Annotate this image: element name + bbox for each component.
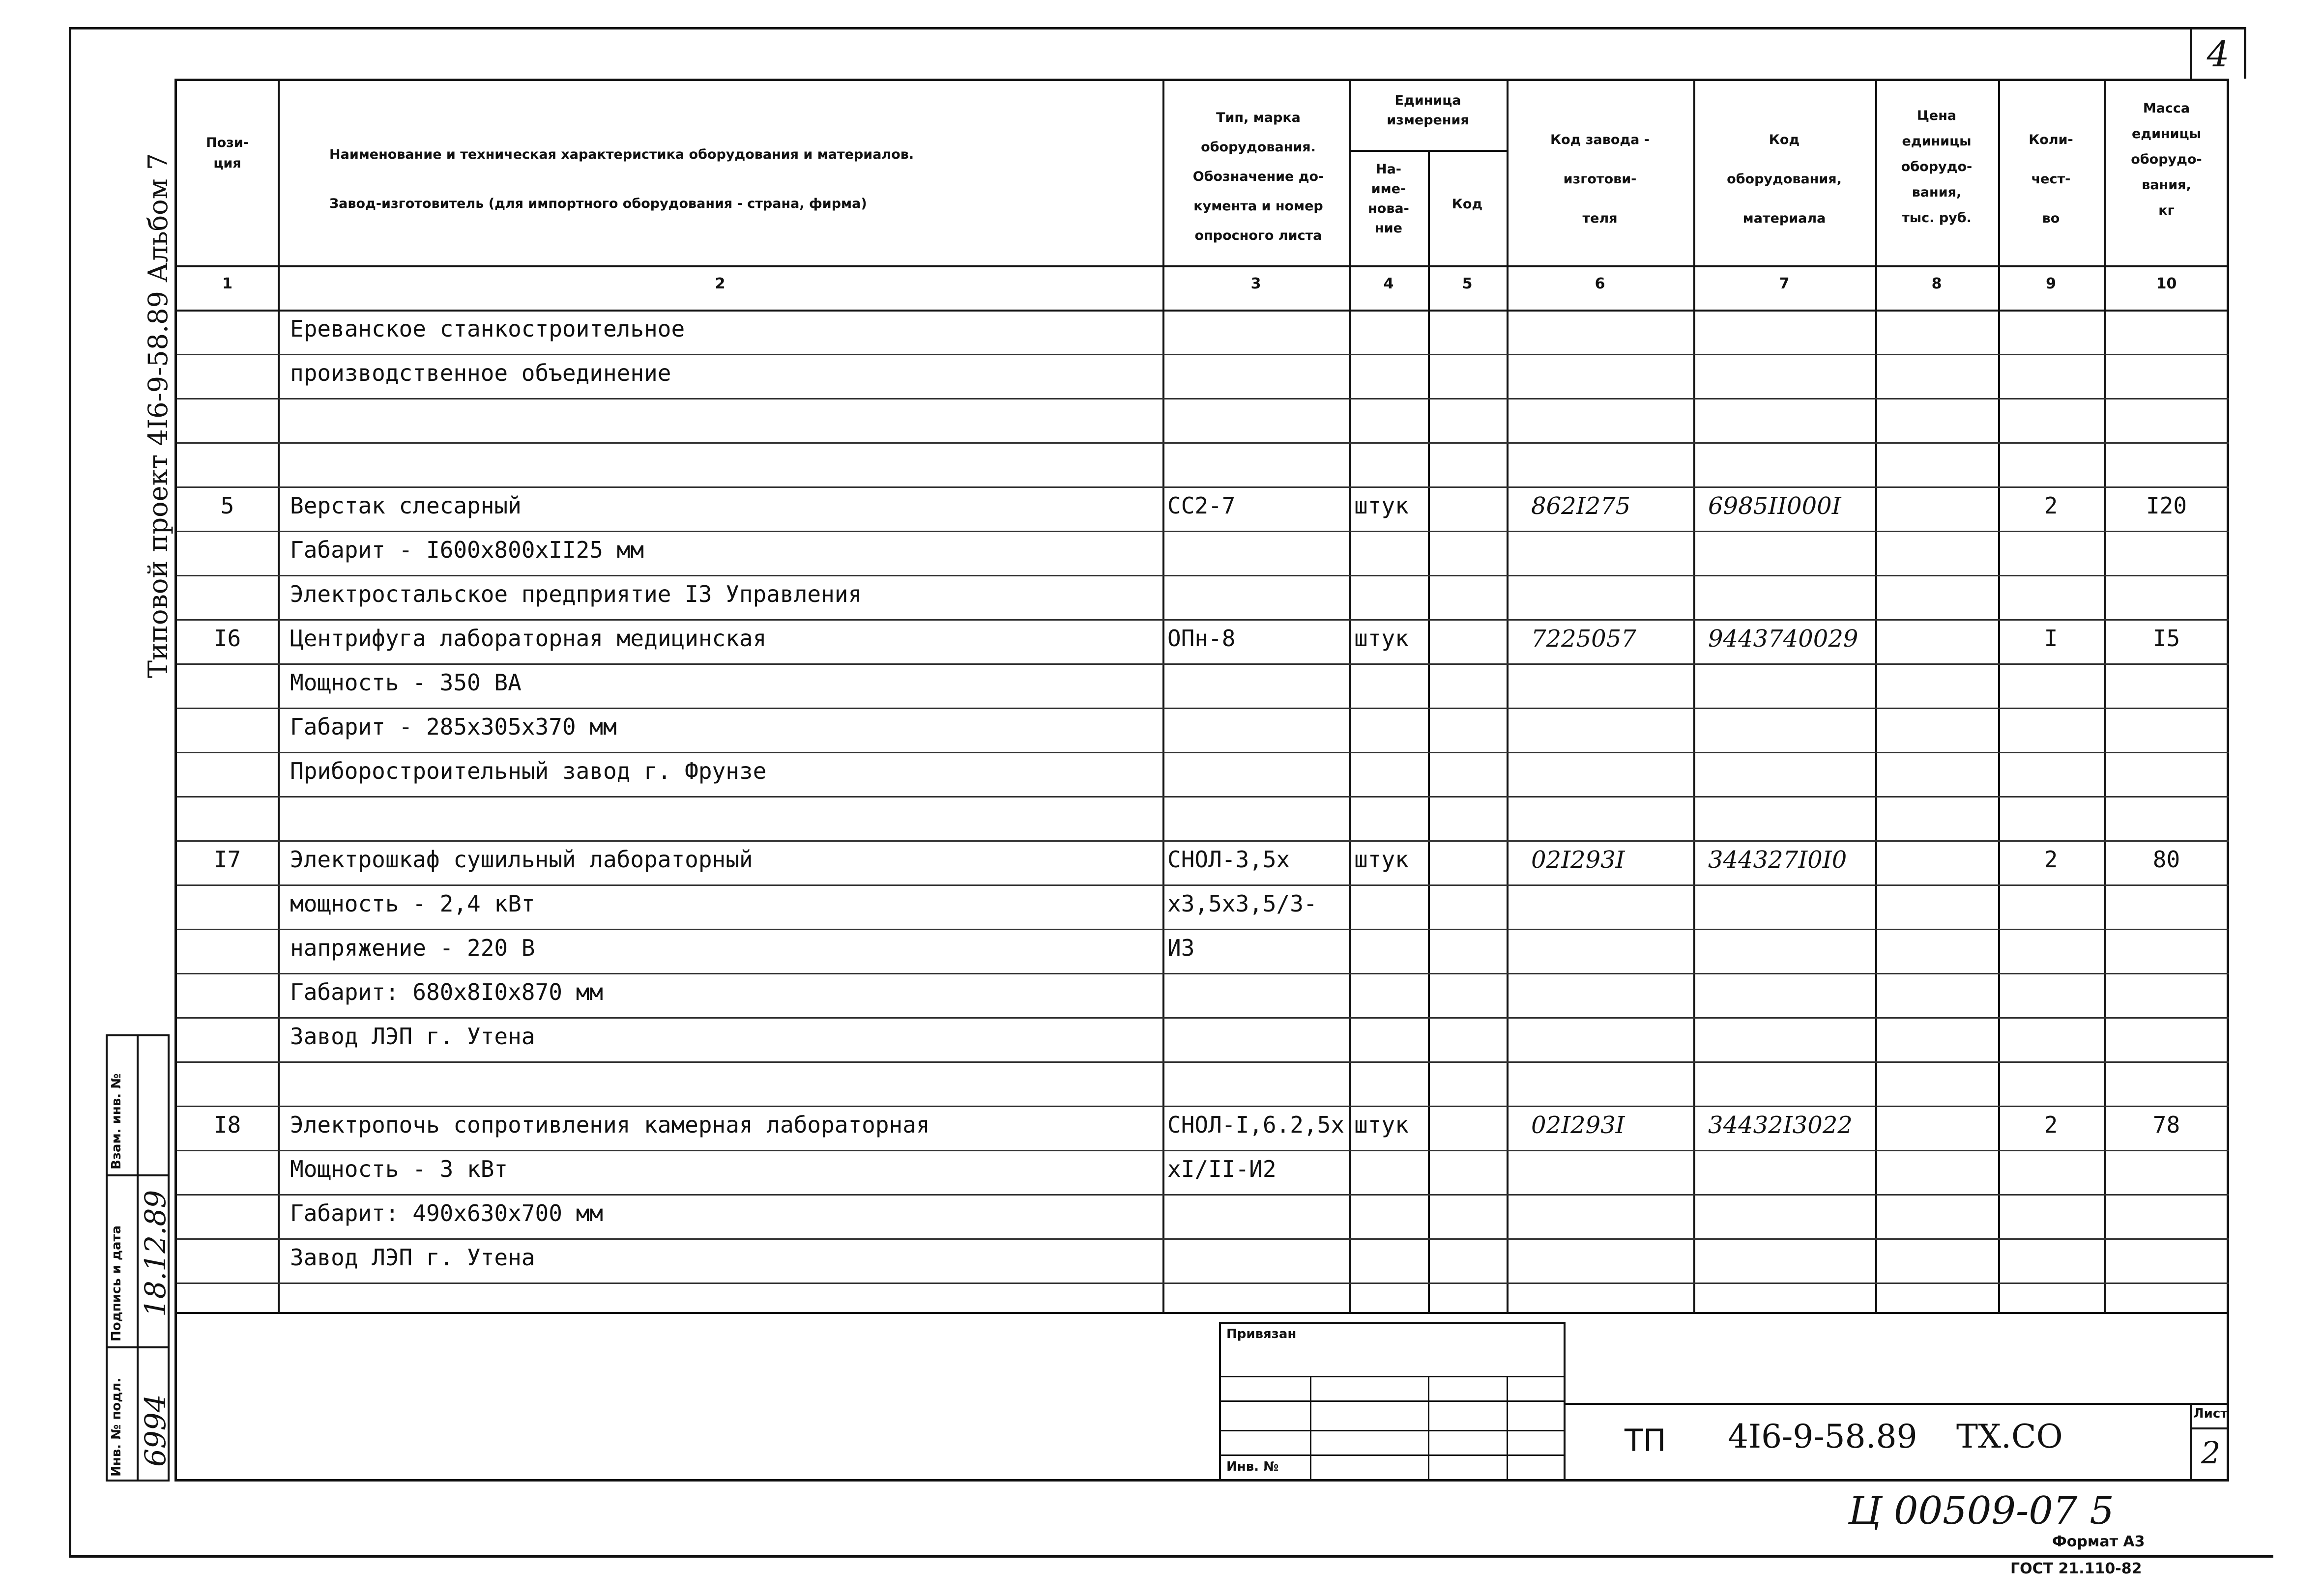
column-number: 1 bbox=[222, 275, 232, 292]
column-divider bbox=[278, 79, 280, 1312]
row-name: Габарит: 680х8I0х870 мм bbox=[290, 979, 603, 1005]
title-suffix: ТХ.СО bbox=[1956, 1418, 2063, 1455]
header-text: Коли- bbox=[2029, 132, 2073, 147]
row-separator bbox=[177, 1017, 2229, 1019]
row-quantity: 2 bbox=[2044, 492, 2058, 519]
inv-orig-value: 6994 bbox=[139, 1394, 172, 1467]
column-number: 4 bbox=[1383, 275, 1394, 292]
header-text: во bbox=[2042, 211, 2060, 226]
row-name: напряжение - 220 В bbox=[290, 935, 535, 961]
unit-group-line bbox=[1349, 150, 1507, 152]
header-text: тыс. руб. bbox=[1902, 210, 1972, 226]
row-position: I8 bbox=[213, 1112, 241, 1138]
row-mass: 80 bbox=[2152, 846, 2180, 873]
header-text: чест- bbox=[2031, 171, 2071, 187]
row-separator bbox=[177, 486, 2229, 488]
header-text: теля bbox=[1582, 211, 1618, 226]
row-separator bbox=[177, 884, 2229, 886]
row-unit: штук bbox=[1354, 625, 1409, 652]
row-position: I7 bbox=[213, 846, 241, 873]
left-stamp-sep2 bbox=[106, 1346, 170, 1348]
header-text: кумента и номер bbox=[1193, 199, 1323, 214]
row-separator bbox=[177, 1238, 2229, 1240]
header-col3 bbox=[1167, 103, 1349, 251]
table-bottom-line bbox=[177, 1312, 2229, 1314]
header-text: изготови- bbox=[1563, 171, 1637, 187]
row-type: СС2-7 bbox=[1167, 492, 1236, 519]
row-type: СНОЛ-I,6.2,5х bbox=[1167, 1112, 1345, 1138]
header-text: ние bbox=[1375, 221, 1402, 236]
row-separator bbox=[177, 1061, 2229, 1063]
sign-date-value: 18.12.89 bbox=[139, 1190, 172, 1317]
header-col5: Код bbox=[1451, 197, 1483, 212]
header-col4-5-group bbox=[1349, 91, 1507, 130]
title-sheet-value: 2 bbox=[2201, 1435, 2221, 1471]
row-separator bbox=[177, 531, 2229, 532]
column-divider bbox=[1507, 79, 1509, 1312]
column-numbers-bottom-line bbox=[177, 310, 2229, 312]
row-name: Завод ЛЭП г. Утена bbox=[290, 1244, 535, 1271]
column-divider bbox=[1428, 150, 1430, 1312]
row-separator bbox=[177, 575, 2229, 576]
column-number: 3 bbox=[1250, 275, 1261, 292]
row-type: хI/II-И2 bbox=[1167, 1156, 1277, 1182]
header-text: оборудования. bbox=[1201, 140, 1316, 155]
row-name: Мощность - 3 кВт bbox=[290, 1156, 508, 1182]
vzam-inv-label: Взам. инв. № bbox=[109, 1073, 124, 1169]
column-number: 10 bbox=[2156, 275, 2177, 292]
row-mass: 78 bbox=[2152, 1112, 2180, 1138]
header-col9 bbox=[1998, 120, 2104, 238]
row-separator bbox=[177, 1106, 2229, 1107]
header-text: Единица bbox=[1394, 93, 1461, 108]
row-type: И3 bbox=[1167, 935, 1195, 961]
row-quantity: 2 bbox=[2044, 1112, 2058, 1138]
bound-inv: Инв. № bbox=[1226, 1459, 1279, 1474]
bound-box-line bbox=[1219, 1400, 1566, 1402]
header-text: ция bbox=[213, 156, 241, 171]
bottom-handwritten-number: Ц 00509-07 5 bbox=[1848, 1489, 2114, 1533]
title-block-top bbox=[1566, 1403, 2229, 1405]
row-name: Габарит - 285х305х370 мм bbox=[290, 713, 617, 740]
row-name: Ереванское станкостроительное bbox=[290, 315, 685, 342]
header-text: измерения bbox=[1387, 113, 1469, 128]
bound-box-vline bbox=[1310, 1376, 1311, 1482]
row-type: х3,5х3,5/3- bbox=[1167, 890, 1317, 917]
header-text: единицы bbox=[1902, 134, 1972, 149]
row-unit: штук bbox=[1354, 492, 1409, 519]
column-number: 6 bbox=[1595, 275, 1605, 292]
column-divider bbox=[1349, 79, 1351, 1312]
row-separator bbox=[177, 708, 2229, 709]
title-sheet-label: Лист bbox=[2193, 1406, 2228, 1421]
row-mass: I20 bbox=[2146, 492, 2187, 519]
bound-box-vline bbox=[1428, 1376, 1429, 1482]
header-text: Завод-изготовитель (для импортного оборудования - страна, фирма) bbox=[329, 196, 867, 211]
row-factory-code: 862I275 bbox=[1531, 492, 1631, 520]
header-text: кг bbox=[2158, 203, 2175, 218]
row-separator bbox=[177, 354, 2229, 355]
row-separator bbox=[177, 973, 2229, 974]
header-col1 bbox=[177, 133, 278, 174]
column-number: 2 bbox=[715, 275, 726, 292]
row-separator bbox=[177, 752, 2229, 753]
header-text: Код завода - bbox=[1550, 132, 1650, 147]
row-type: СНОЛ-3,5х bbox=[1167, 846, 1290, 873]
bound-box-vline bbox=[1507, 1376, 1508, 1482]
bound-title: Привязан bbox=[1226, 1327, 1297, 1341]
bound-box-line bbox=[1219, 1430, 1566, 1431]
column-number: 7 bbox=[1779, 275, 1790, 292]
row-factory-code: 7225057 bbox=[1531, 625, 1636, 653]
row-position: I6 bbox=[213, 625, 241, 652]
row-factory-code: 02I293I bbox=[1531, 1112, 1625, 1139]
header-text: опросного листа bbox=[1194, 228, 1322, 243]
row-position: 5 bbox=[220, 492, 234, 519]
header-text: единицы bbox=[2131, 126, 2202, 142]
row-name: Электрошкаф сушильный лабораторный bbox=[290, 846, 753, 873]
bound-box-line bbox=[1219, 1376, 1566, 1377]
inv-orig-label: Инв. № подл. bbox=[109, 1377, 124, 1477]
row-name: Электропочь сопротивления камерная лабораторная bbox=[290, 1112, 930, 1138]
row-equipment-code: 6985II000I bbox=[1708, 492, 1841, 520]
header-text: Обозначение до- bbox=[1192, 169, 1324, 184]
row-equipment-code: 34432I3022 bbox=[1708, 1112, 1853, 1139]
header-bottom-line bbox=[177, 265, 2229, 267]
row-quantity: I bbox=[2044, 625, 2058, 652]
row-separator bbox=[177, 398, 2229, 399]
row-separator bbox=[177, 619, 2229, 621]
row-unit: штук bbox=[1354, 1112, 1409, 1138]
row-separator bbox=[177, 929, 2229, 930]
format-label: Формат А3 bbox=[2052, 1533, 2145, 1550]
header-text: вания, bbox=[2142, 177, 2191, 193]
column-number: 5 bbox=[1462, 275, 1473, 292]
header-text: Тип, марка bbox=[1216, 110, 1301, 125]
header-col6 bbox=[1507, 120, 1693, 238]
left-stamp-sep1 bbox=[106, 1174, 170, 1176]
header-text: Пози- bbox=[206, 135, 249, 150]
header-text: материала bbox=[1742, 211, 1826, 226]
row-quantity: 2 bbox=[2044, 846, 2058, 873]
row-equipment-code: 9443740029 bbox=[1708, 625, 1858, 653]
header-text: оборудования, bbox=[1727, 171, 1842, 187]
sign-date-label: Подпись и дата bbox=[109, 1225, 124, 1341]
row-name: Верстак слесарный bbox=[290, 492, 522, 519]
header-text: нова- bbox=[1368, 201, 1409, 216]
header-col4 bbox=[1349, 160, 1428, 238]
row-name: мощность - 2,4 кВт bbox=[290, 890, 535, 917]
header-col8 bbox=[1875, 103, 1998, 231]
corner-sheet-box bbox=[2190, 27, 2246, 79]
header-col2 bbox=[285, 130, 1160, 228]
row-name: Мощность - 350 ВА bbox=[290, 669, 522, 696]
row-name: Габарит: 490х630х700 мм bbox=[290, 1200, 603, 1226]
header-text: Цена bbox=[1916, 108, 1957, 123]
header-text: Наименование и техническая характеристика оборудования и материалов. bbox=[329, 147, 914, 162]
column-divider bbox=[1693, 79, 1695, 1312]
row-separator bbox=[177, 663, 2229, 665]
row-separator bbox=[177, 442, 2229, 444]
row-name: Завод ЛЭП г. Утена bbox=[290, 1023, 535, 1050]
title-sheet-sep bbox=[2190, 1427, 2229, 1429]
row-type: ОПн-8 bbox=[1167, 625, 1236, 652]
side-project-title: Типовой проект 4I6-9-58.89 Альбом 7 bbox=[143, 153, 174, 678]
row-separator bbox=[177, 1194, 2229, 1196]
column-number: 8 bbox=[1931, 275, 1942, 292]
row-name: Электростальское предприятие I3 Управления bbox=[290, 581, 862, 607]
row-factory-code: 02I293I bbox=[1531, 846, 1625, 874]
row-separator bbox=[177, 840, 2229, 842]
column-divider bbox=[1875, 79, 1877, 1312]
header-col7 bbox=[1693, 120, 1875, 238]
gost-label: ГОСТ 21.110-82 bbox=[2010, 1560, 2142, 1577]
header-text: име- bbox=[1371, 181, 1406, 197]
header-text: вания, bbox=[1912, 185, 1962, 200]
title-prefix: ТП bbox=[1625, 1423, 1666, 1458]
title-code: 4I6-9-58.89 bbox=[1728, 1418, 1917, 1455]
row-unit: штук bbox=[1354, 846, 1409, 873]
row-name: производственное объединение bbox=[290, 360, 671, 386]
header-text: Масса bbox=[2143, 101, 2190, 116]
row-separator bbox=[177, 1282, 2229, 1284]
row-equipment-code: 344327I0I0 bbox=[1708, 846, 1847, 874]
row-name: Центрифуга лабораторная медицинская bbox=[290, 625, 767, 652]
header-text: оборудо- bbox=[1901, 159, 1973, 174]
bound-box-line bbox=[1219, 1454, 1566, 1456]
row-separator bbox=[177, 1150, 2229, 1151]
row-separator bbox=[177, 796, 2229, 798]
header-text: Код bbox=[1769, 132, 1800, 147]
header-col10 bbox=[2104, 96, 2229, 224]
column-number: 9 bbox=[2046, 275, 2056, 292]
corner-sheet-number: 4 bbox=[2206, 33, 2230, 75]
header-text: На- bbox=[1375, 162, 1402, 177]
row-name: Приборостроительный завод г. Фрунзе bbox=[290, 758, 767, 784]
header-text: оборудо- bbox=[2131, 152, 2202, 167]
column-divider bbox=[1162, 79, 1164, 1312]
row-mass: I5 bbox=[2152, 625, 2180, 652]
row-name: Габарит - I600х800хII25 мм bbox=[290, 537, 644, 563]
